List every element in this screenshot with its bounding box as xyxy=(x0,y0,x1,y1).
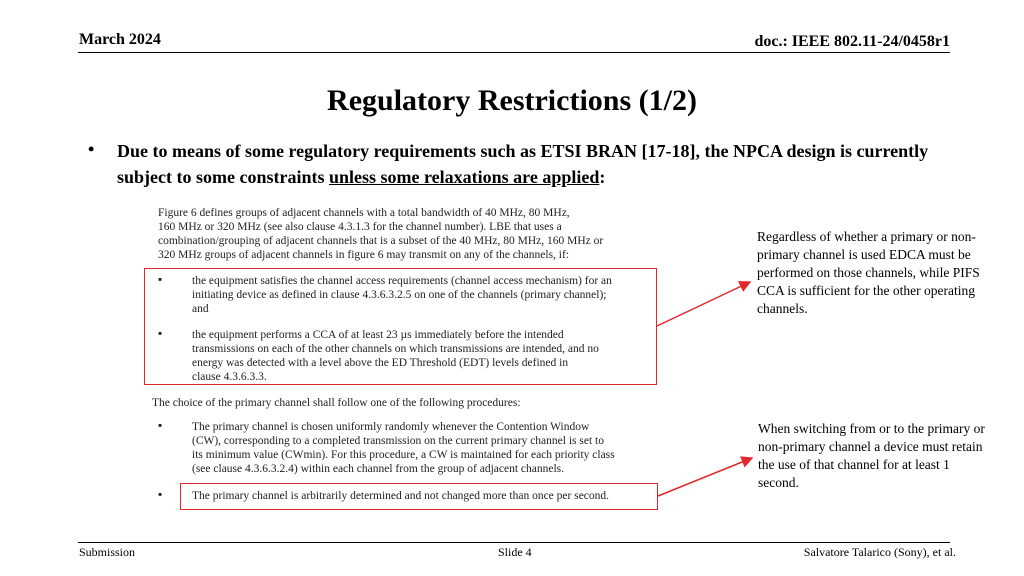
note-line: second. xyxy=(758,475,799,490)
excerpt-bullet: ▪ xyxy=(158,328,163,340)
excerpt-bullet: ▪ xyxy=(158,274,163,286)
bullet-text-lead: Due to means of some regulatory requirements such as ETSI BRAN [17-18], the NPCA design is currently subject to some constraints xyxy=(117,141,929,187)
footer-divider xyxy=(78,542,950,543)
excerpt-line: initiating device as defined in clause 4.3.6.3.2.5 on one of the channels (primary channel); xyxy=(192,289,607,301)
note-line: non-primary channel a device must retain xyxy=(758,439,983,454)
header-divider xyxy=(78,52,950,53)
slide-title: Regulatory Restrictions (1/2) xyxy=(327,84,697,117)
footer-slide-number: Slide 4 xyxy=(498,545,532,559)
excerpt-line: (CW), corresponding to a completed transmission on the current primary channel is set to xyxy=(192,435,604,447)
excerpt-line: 160 MHz or 320 MHz (see also clause 4.3.1.3 for the channel number). LBE that uses a xyxy=(158,221,562,233)
standard-excerpt-image xyxy=(140,196,660,516)
note-line: CCA is sufficient for the other operating xyxy=(757,283,975,298)
note-line: performed on those channels, while PIFS xyxy=(757,265,980,280)
excerpt-line: Figure 6 defines groups of adjacent channels with a total bandwidth of 40 MHz, 80 MHz, xyxy=(158,207,570,219)
excerpt-line: the equipment performs a CCA of at least 23 µs immediately before the intended xyxy=(192,329,564,341)
note-switching xyxy=(758,420,1020,492)
excerpt-line: 320 MHz groups of adjacent channels in figure 6 may transmit on any of the channels, if: xyxy=(158,249,570,261)
excerpt-line: clause 4.3.6.3.3. xyxy=(192,371,267,383)
excerpt-line: The primary channel is chosen uniformly randomly whenever the Contention Window xyxy=(192,421,590,433)
note-line: primary channel is used EDCA must be xyxy=(757,247,971,262)
note-line: Regardless of whether a primary or non- xyxy=(757,229,976,244)
footer-author: Salvatore Talarico (Sony), et al. xyxy=(803,545,956,559)
excerpt-line: energy was detected with a level above the ED Threshold (EDT) levels defined in xyxy=(192,357,569,369)
bullet-marker: • xyxy=(88,139,95,159)
note-line: the use of that channel for at least 1 xyxy=(758,457,950,472)
bullet-text-underlined: unless some relaxations are applied xyxy=(328,167,600,187)
header-date: March 2024 xyxy=(79,31,161,48)
bullet-text-colon: : xyxy=(599,167,606,187)
excerpt-line: (see clause 4.3.6.3.2.4) within each channel from the group of adjacent channels. xyxy=(192,463,565,475)
footer-submission: Submission xyxy=(79,545,136,559)
note-line: When switching from or to the primary or xyxy=(758,421,985,436)
header-doc-id: doc.: IEEE 802.11-24/0458r1 xyxy=(754,33,950,50)
arrow-to-note-switching xyxy=(658,458,752,496)
excerpt-line: The choice of the primary channel shall follow one of the following procedures: xyxy=(152,397,521,409)
excerpt-line: its minimum value (CWmin). For this procedure, a CW is maintained for each priority class xyxy=(192,449,615,461)
excerpt-line: and xyxy=(192,303,209,315)
excerpt-line: the equipment satisfies the channel access requirements (channel access mechanism) for an xyxy=(192,275,612,287)
arrow-to-note-edca xyxy=(657,282,750,326)
excerpt-line: transmissions on each of the other channels on which transmissions are intended, and no xyxy=(192,343,599,355)
note-line: channels. xyxy=(757,301,808,316)
excerpt-bullet: ▪ xyxy=(158,420,163,432)
bullet-text xyxy=(117,138,987,190)
excerpt-bullet: ▪ xyxy=(158,489,163,501)
excerpt-line: The primary channel is arbitrarily determined and not changed more than once per second. xyxy=(192,490,610,502)
note-edca xyxy=(757,228,1019,318)
excerpt-line: combination/grouping of adjacent channels that is a subset of the 40 MHz, 80 MHz, 160 MHz or xyxy=(158,235,604,247)
